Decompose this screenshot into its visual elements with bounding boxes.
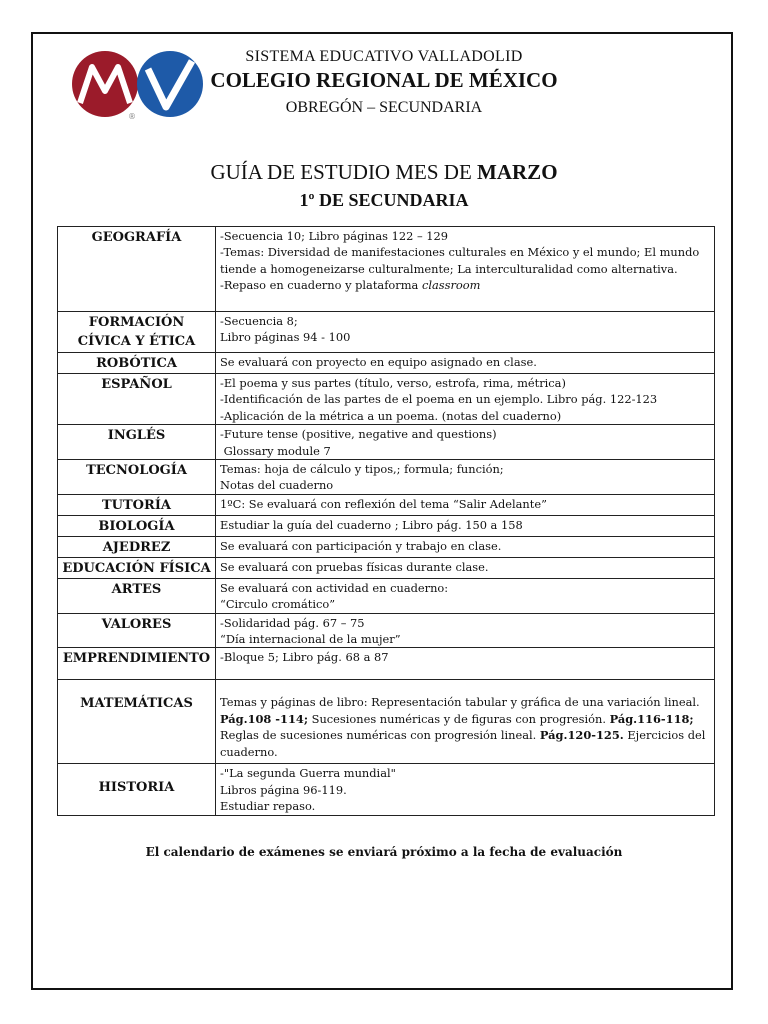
subject-name (58, 680, 216, 764)
grade-title: 1º DE SECUNDARIA (299, 190, 469, 210)
details-line: -Secuencia 8; (220, 314, 298, 328)
subject-name (58, 460, 216, 495)
details-line: -Future tense (positive, negative and questions) (220, 427, 497, 442)
subject-name-line: HISTORIA (98, 780, 175, 796)
details-line: Se evaluará con pruebas físicas durante clase. (220, 559, 489, 574)
subject-details (216, 536, 715, 557)
subject-name (58, 648, 216, 680)
details-line: “Circulo cromático” (220, 597, 336, 612)
details-line: 1ºC: Se evaluará con reflexión del tema “Salir Adelante” (220, 496, 547, 511)
subject-row (58, 578, 715, 613)
subject-row (58, 613, 715, 648)
subject-row (58, 494, 715, 515)
details-line: Se evaluará con actividad en cuaderno: (220, 580, 449, 595)
subject-row (58, 460, 715, 495)
subject-name-line: TUTORÍA (102, 497, 171, 513)
guide-title-month: MARZO (477, 160, 558, 184)
subject-details (216, 374, 715, 425)
subject-row (58, 680, 715, 764)
details-line: Glossary module 7 (220, 443, 331, 458)
details-line: -Temas: Diversidad de manifestaciones culturales en México y el mundo; El mundo tiende a homogeneizarse culturalmente; La interculturalidad como alternativa. (220, 245, 700, 276)
subject-name-line: CÍVICA Y ÉTICA (77, 334, 196, 349)
details-line: -Bloque 5; Libro pág. 68 a 87 (220, 650, 389, 665)
subject-details (216, 557, 715, 578)
subject-details (216, 425, 715, 460)
details-line: Libros página 96-119. (220, 782, 347, 797)
details-line: -"La segunda Guerra mundial" (220, 766, 396, 781)
details-text: Temas y páginas de libro: Representación tabular y gráfica de una variación lineal. (220, 695, 700, 710)
subject-row (58, 764, 715, 815)
subject-details (216, 227, 715, 312)
details-text: Reglas de sucesiones numéricas con progresión lineal. (220, 728, 540, 743)
subject-details (216, 312, 715, 353)
details-line: -Secuencia 10; Libro páginas 122 – 129 (220, 229, 449, 243)
subject-name-line: ROBÓTICA (96, 356, 177, 371)
subject-name (58, 494, 216, 515)
subject-row (58, 227, 715, 312)
system-name: SISTEMA EDUCATIVO VALLADOLID (245, 48, 523, 65)
page-range: Pág.116-118; (609, 711, 694, 726)
details-line: Temas: hoja de cálculo y tipos,; formula; función; (220, 462, 504, 477)
page-range: Pág.108 -114; (220, 711, 309, 726)
details-text: Sucesiones numéricas y de figuras con progresión. (308, 711, 610, 726)
subject-details (216, 764, 715, 815)
subject-details (216, 460, 715, 495)
platform-name: classroom (421, 278, 481, 293)
subject-name (58, 353, 216, 374)
subject-details (216, 494, 715, 515)
subject-name-line: MATEMÁTICAS (80, 696, 193, 712)
details-line: “Día internacional de la mujer” (220, 632, 401, 647)
subject-details (216, 648, 715, 680)
subject-name-line: GEOGRAFÍA (91, 230, 182, 245)
details-line: Estudiar repaso. (220, 799, 316, 814)
subject-name (58, 613, 216, 648)
page-range: Pág.120-125. (539, 728, 624, 743)
details-line (220, 277, 710, 293)
svg-text:®: ® (128, 112, 136, 121)
subject-name-line: EMPRENDIMIENTO (62, 651, 211, 667)
subject-details (216, 515, 715, 536)
footer-note: El calendario de exámenes se enviará próximo a la fecha de evaluación (145, 845, 623, 859)
subject-row (58, 425, 715, 460)
subject-name-line: ESPAÑOL (101, 377, 172, 392)
subject-name (58, 515, 216, 536)
subject-details (216, 578, 715, 613)
subject-row (58, 648, 715, 680)
subject-row (58, 557, 715, 578)
details-line: Libro páginas 94 - 100 (220, 330, 351, 345)
details-line: Se evaluará con proyecto en equipo asignado en clase. (220, 355, 537, 369)
subject-row (58, 515, 715, 536)
school-name: COLEGIO REGIONAL DE MÉXICO (210, 68, 558, 92)
subject-name-line: ARTES (111, 581, 162, 597)
subject-row (58, 374, 715, 425)
subject-name-line: VALORES (101, 616, 172, 632)
subject-details (216, 613, 715, 648)
guide-title-prefix: GUÍA DE ESTUDIO MES DE (210, 160, 478, 184)
guide-title (0, 160, 768, 185)
subject-name-line: TECNOLOGÍA (86, 463, 187, 479)
details-line: -Solidaridad pág. 67 – 75 (220, 615, 365, 630)
subject-name (58, 578, 216, 613)
details-paragraph (220, 694, 710, 760)
subject-details (216, 680, 715, 764)
subject-name-line: EDUCACIÓN FÍSICA (62, 560, 211, 576)
subject-name (58, 536, 216, 557)
campus-name: OBREGÓN – SECUNDARIA (285, 99, 483, 116)
details-line: -Aplicación de la métrica a un poema. (notas del cuaderno) (220, 408, 562, 423)
subject-name-line: INGLÉS (107, 428, 166, 444)
subject-row (58, 312, 715, 353)
subject-name-line: FORMACIÓN (88, 315, 185, 330)
subject-name-line: BIOLOGÍA (98, 518, 175, 534)
subject-name (58, 764, 216, 815)
details-line: Se evaluará con participación y trabajo en clase. (220, 538, 502, 553)
subject-name (58, 374, 216, 425)
subject-name (58, 227, 216, 312)
subject-name (58, 425, 216, 460)
subject-row (58, 353, 715, 374)
study-guide-table (57, 226, 715, 816)
subject-details (216, 353, 715, 374)
details-text: -Repaso en cuaderno y plataforma (220, 278, 422, 293)
subject-row (58, 536, 715, 557)
subject-name-line: AJEDREZ (102, 539, 171, 555)
subject-name (58, 312, 216, 353)
subject-name (58, 557, 216, 578)
details-text: Ejercicios del cuaderno. (220, 728, 706, 759)
details-line: Notas del cuaderno (220, 478, 334, 493)
details-line: Estudiar la guía del cuaderno ; Libro pág. 150 a 158 (220, 517, 523, 532)
details-line: -El poema y sus partes (título, verso, estrofa, rima, métrica) (220, 376, 566, 390)
details-line: -Identificación de las partes de el poema en un ejemplo. Libro pág. 122-123 (220, 392, 658, 407)
